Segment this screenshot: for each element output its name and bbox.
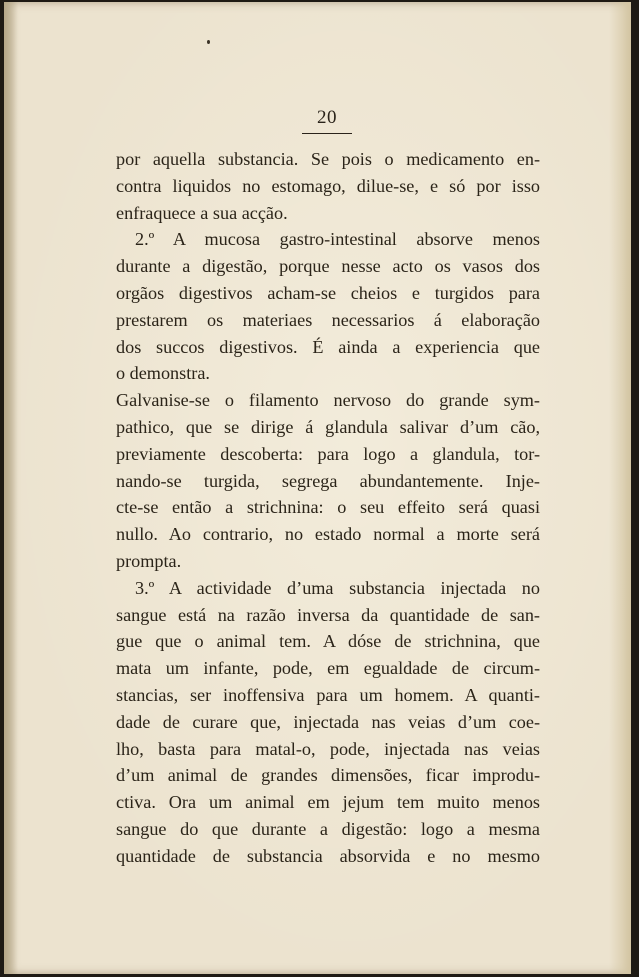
text-line: cte-se então a strichnina: o seu effeito será quasi xyxy=(116,497,540,518)
text-line: dade de curare que, injectada nas veias d’um coe- xyxy=(116,711,540,732)
text-line: dos succos digestivos. É ainda a experiencia que xyxy=(116,336,540,357)
page-number-underline xyxy=(302,133,352,134)
text-line: durante a digestão, porque nesse acto os vasos dos xyxy=(116,256,540,277)
text-line: prompta. xyxy=(116,550,182,571)
text-line: gue que o animal tem. A dóse de strichnina, que xyxy=(116,631,540,652)
text-line: orgãos digestivos acham-se cheios e turgidos para xyxy=(116,282,540,303)
text-line: lho, basta para matal-o, pode, injectada nas veias xyxy=(116,738,540,759)
text-line: sangue está na razão inversa da quantidade de san- xyxy=(116,604,540,625)
page-gutter-shadow xyxy=(4,2,18,974)
text-line: pathico, que se dirige á glandula salivar d’um cão, xyxy=(116,416,540,437)
text-line: Galvanise-se o filamento nervoso do grande sym- xyxy=(116,390,540,411)
page-edge-shading xyxy=(609,2,631,974)
body-text xyxy=(116,146,540,870)
text-line: ctiva. Ora um animal em jejum tem muito menos xyxy=(116,792,540,813)
text-line: previamente descoberta: para logo a glandula, tor- xyxy=(116,443,540,464)
text-line: sangue do que durante a digestão: logo a mesma xyxy=(116,818,540,839)
text-line: quantidade de substancia absorvida e no mesmo xyxy=(116,845,540,866)
text-line: enfraquece a sua acção. xyxy=(116,202,288,223)
text-line: d’um animal de grandes dimensões, ficar improdu- xyxy=(116,765,540,786)
text-line: prestarem os materiaes necessarios á elaboração xyxy=(116,309,540,330)
text-line: nullo. Ao contrario, no estado normal a morte será xyxy=(116,524,540,545)
text-line: nando-se turgida, segrega abundantemente. Inje- xyxy=(116,470,540,491)
text-line: stancias, ser inoffensiva para um homem. A quanti- xyxy=(116,684,540,705)
ink-speck xyxy=(207,40,210,44)
text-line: por aquella substancia. Se pois o medicamento en- xyxy=(116,149,540,169)
book-page xyxy=(4,2,631,974)
text-line: contra liquidos no estomago, dilue-se, e só por isso xyxy=(116,175,540,196)
text-line: o demonstra. xyxy=(116,363,210,384)
text-line: 3.º A actividade d’uma substancia injectada no xyxy=(135,577,540,598)
text-line: 2.º A mucosa gastro-intestinal absorve menos xyxy=(135,229,540,250)
page-number: 20 xyxy=(317,107,337,128)
text-line: mata um infante, pode, em egualdade de circum- xyxy=(116,658,540,679)
